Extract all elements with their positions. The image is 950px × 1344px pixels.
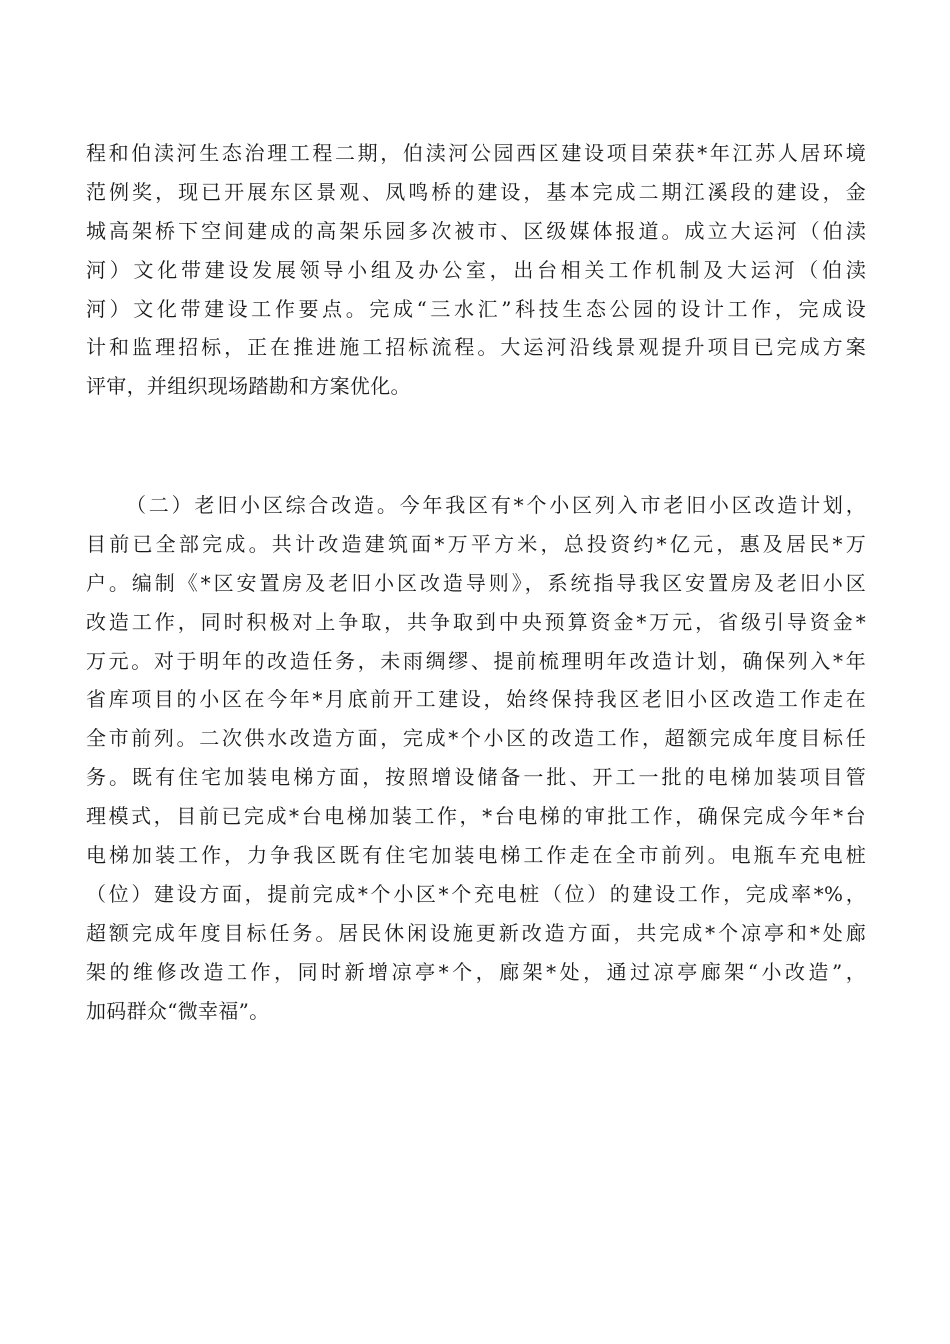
text-line: 河）文化带建设发展领导小组及办公室，出台相关工作机制及大运河（伯渎 xyxy=(86,257,866,282)
text-line: 计和监理招标，正在推进施工招标流程。大运河沿线景观提升项目已完成方案 xyxy=(86,335,866,360)
text-line: 范例奖，现已开展东区景观、凤鸣桥的建设，基本完成二期江溪段的建设，金 xyxy=(86,179,866,204)
paragraph-ecology-projects xyxy=(86,134,866,406)
text-line: （二）老旧小区综合改造。今年我区有*个小区列入市老旧小区改造计划， xyxy=(126,493,866,517)
text-line: 省库项目的小区在今年*月底前开工建设，始终保持我区老旧小区改造工作走在 xyxy=(86,687,866,712)
text-line: 程和伯渎河生态治理工程二期，伯渎河公园西区建设项目荣获*年江苏人居环境 xyxy=(86,141,866,165)
text-line: 户。编制《*区安置房及老旧小区改造导则》，系统指导我区安置房及老旧小区 xyxy=(86,570,866,595)
text-line: 架的维修改造工作，同时新增凉亭*个，廊架*处，通过凉亭廊架“小改造”， xyxy=(86,959,866,984)
text-line: 河）文化带建设工作要点。完成“三水汇”科技生态公园的设计工作，完成设 xyxy=(86,296,866,321)
text-line: 目前已全部完成。共计改造建筑面*万平方米，总投资约*亿元，惠及居民*万 xyxy=(86,531,866,556)
text-line: 城高架桥下空间建成的高架乐园多次被市、区级媒体报道。成立大运河（伯渎 xyxy=(86,218,866,243)
text-line: 务。既有住宅加装电梯方面，按照增设储备一批、开工一批的电梯加装项目管 xyxy=(86,765,866,790)
text-line: 全市前列。二次供水改造方面，完成*个小区的改造工作，超额完成年度目标任 xyxy=(86,726,866,751)
text-line: （位）建设方面，提前完成*个小区*个充电桩（位）的建设工作，完成率*%， xyxy=(86,881,866,906)
text-line: 万元。对于明年的改造任务，未雨绸缪、提前梳理明年改造计划，确保列入*年 xyxy=(86,648,866,673)
text-line: 理模式，目前已完成*台电梯加装工作，*台电梯的审批工作，确保完成今年*台 xyxy=(86,804,866,829)
text-line: 电梯加装工作，力争我区既有住宅加装电梯工作走在全市前列。电瓶车充电桩 xyxy=(86,843,866,868)
text-line: 改造工作，同时积极对上争取，共争取到中央预算资金*万元，省级引导资金* xyxy=(86,609,866,634)
text-line: 加码群众“微幸福”。 xyxy=(86,998,270,1023)
text-line: 超额完成年度目标任务。居民休闲设施更新改造方面，共完成*个凉亭和*处廊 xyxy=(86,920,866,945)
paragraph-old-community-renovation xyxy=(86,486,866,1030)
text-line: 评审，并组织现场踏勘和方案优化。 xyxy=(86,374,411,399)
